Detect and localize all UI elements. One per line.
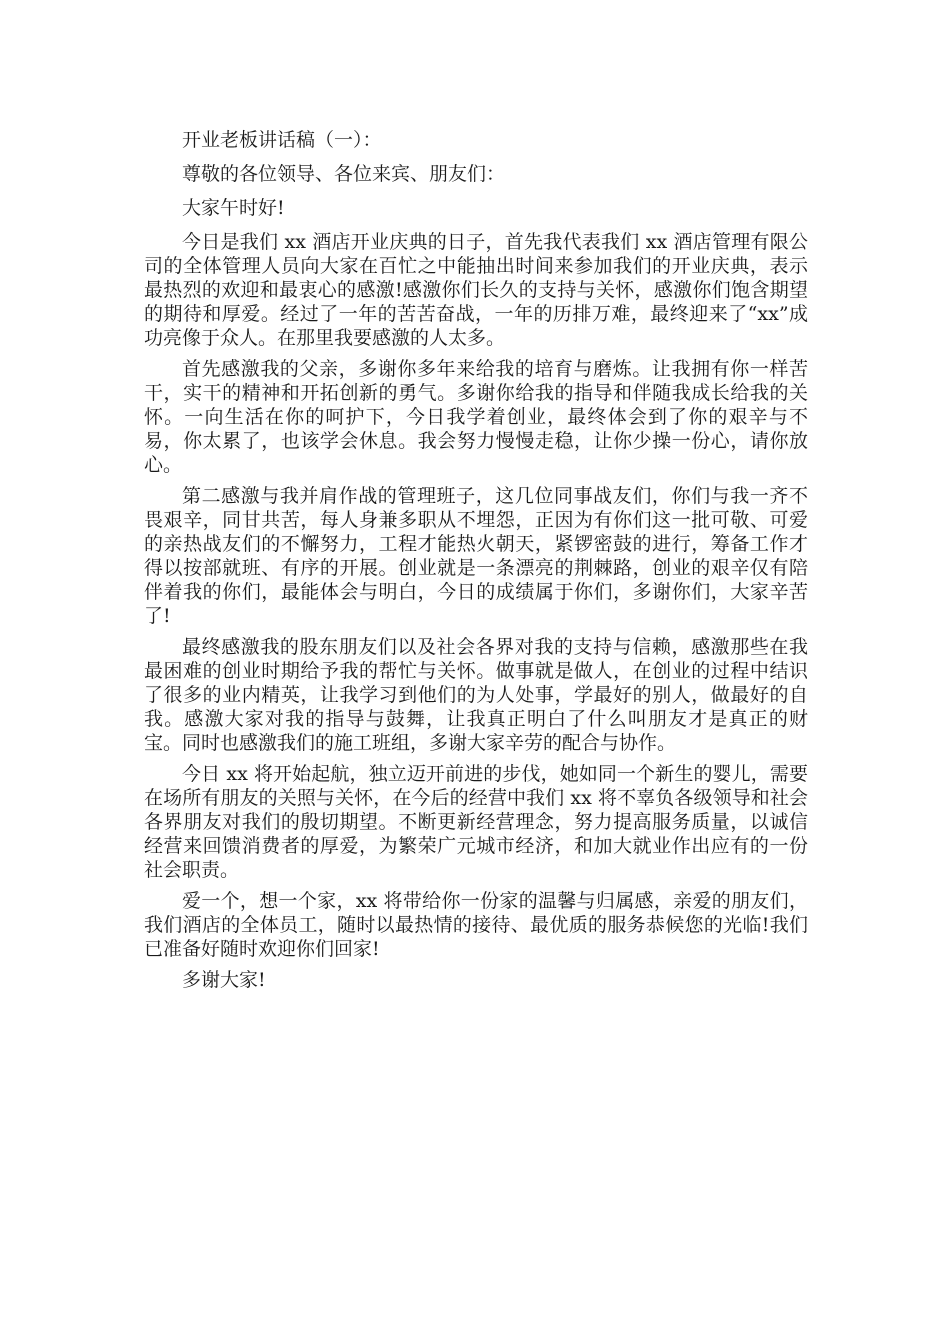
paragraph-opening: 今日是我们 xx 酒店开业庆典的日子，首先我代表我们 xx 酒店管理有限公司的全体管理人员向大家在百忙之中能抽出时间来参加我们的开业庆典，表示最热烈的欢迎和最衷心的感激!感激你们长久的支持与关怀，感激你们饱含期望的期待和厚爱。经过了一年的苦苦奋战，一年的历排万难，最终迎来了“xx”成功亮像于众人。在那里我要感激的人太多。	[144, 231, 808, 349]
greeting: 大家午时好!	[182, 197, 285, 219]
paragraph-thanks-father: 首先感激我的父亲，多谢你多年来给我的培育与磨炼。让我拥有你一样苦干，实干的精神和开拓创新的勇气。多谢你给我的指导和伴随我成长给我的关怀。一向生活在你的呵护下，今日我学着创业，最终体会到了你的艰辛与不易，你太累了，也该学会休息。我会努力慢慢走稳，让你少操一份心，请你放心。	[144, 358, 808, 476]
paragraph-future: 今日 xx 将开始起航，独立迈开前进的步伐，她如同一个新生的婴儿，需要在场所有朋友的关照与关怀，在今后的经营中我们 xx 将不辜负各级领导和社会各界朋友对我们的殷切期望。不断更新经营理念，努力提高服务质量，以诚信经营来回馈消费者的厚爱，为繁荣广元城市经济，和加大就业作出应有的一份社会职责。	[144, 763, 808, 881]
document-title: 开业老板讲话稿（一）：	[182, 129, 382, 151]
closing: 多谢大家!	[182, 969, 266, 991]
paragraph-thanks-shareholders: 最终感激我的股东朋友们以及社会各界对我的支持与信赖，感激那些在我最困难的创业时期给予我的帮忙与关怀。做事就是做人，在创业的过程中结识了很多的业内精英，让我学习到他们的为人处事，学最好的别人，做最好的自我。感激大家对我的指导与鼓舞，让我真正明白了什么叫朋友才是真正的财宝。同时也感激我们的施工班组，多谢大家辛劳的配合与协作。	[144, 636, 808, 754]
paragraph-thanks-team: 第二感激与我并肩作战的管理班子，这几位同事战友们，你们与我一齐不畏艰辛，同甘共苦，每人身兼多职从不埋怨，正因为有你们这一批可敬、可爱的亲热战友们的不懈努力，工程才能热火朝天，紧锣密鼓的进行，筹备工作才得以按部就班、有序的开展。创业就是一条漂亮的荆棘路，创业的艰辛仅有陪伴着我的你们，最能体会与明白，今日的成绩属于你们，多谢你们，大家辛苦了!	[144, 485, 808, 627]
document-body	[144, 128, 808, 1002]
paragraph-welcome: 爱一个，想一个家，xx 将带给你一份家的温馨与归属感，亲爱的朋友们，我们酒店的全体员工，随时以最热情的接待、最优质的服务恭候您的光临!我们已准备好随时欢迎你们回家!	[144, 890, 808, 960]
salutation: 尊敬的各位领导、各位来宾、朋友们：	[182, 163, 506, 185]
